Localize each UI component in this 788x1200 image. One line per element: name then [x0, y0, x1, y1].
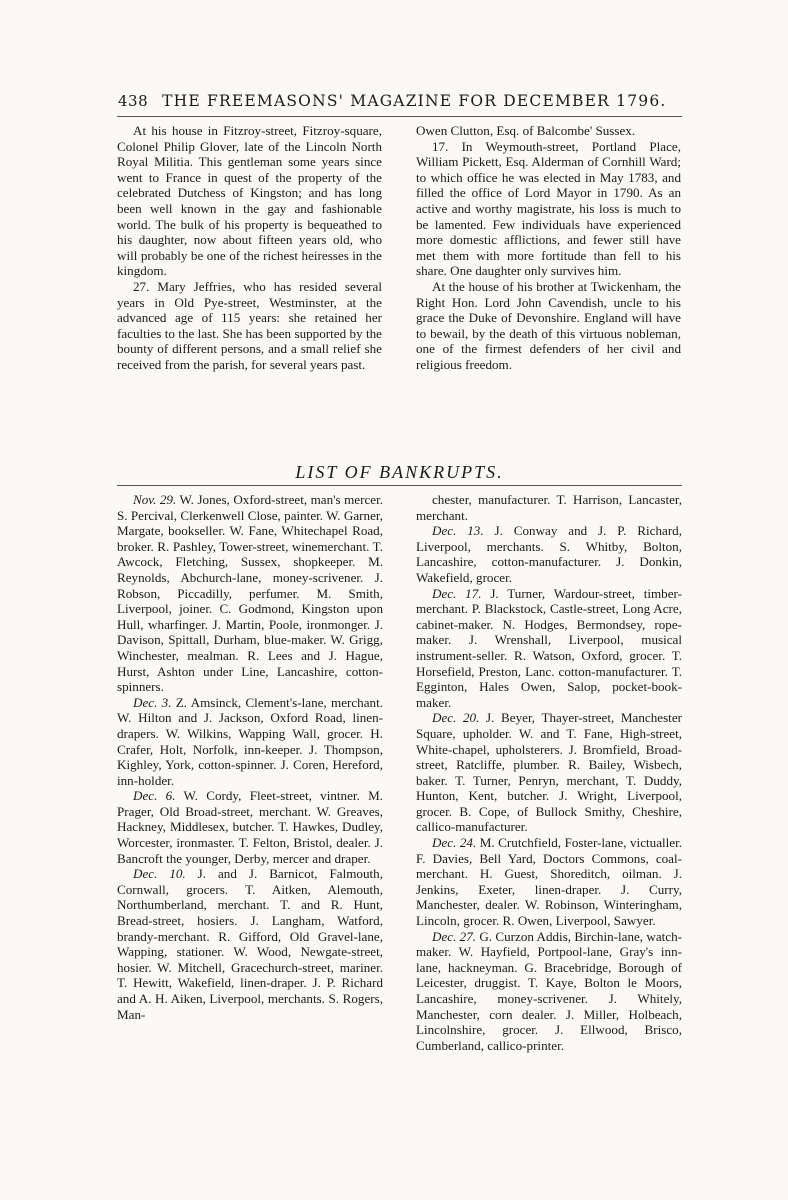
running-header — [118, 92, 682, 110]
section-title: LIST OF BANKRUPTS. — [295, 462, 504, 482]
entry-date: Dec. 3. — [133, 694, 172, 710]
bankrupt-entry — [117, 788, 383, 866]
obituary-paragraph: 17. In Weymouth-street, Portland Place, William Pickett, Esq. Alderman of Cornhill Ward; to which office he was elected in May 1783, and filled the office of Lord Mayor in 1790. As an active and worthy magistrate, his loss is much to be lamented. Few individuals have experienced more domestic afflictions, and fewer still have met them with more fortitude than fell to his share. One daughter only survives him. — [416, 138, 681, 279]
entry-date: Dec. 10. — [133, 866, 186, 882]
section-rule — [117, 485, 682, 486]
bankrupt-entry — [416, 929, 682, 1054]
entry-text: chester, manufacturer. T. Harrison, Lancaster, merchant. — [416, 492, 682, 523]
header-rule — [117, 116, 682, 117]
bankrupt-entry — [416, 586, 682, 711]
entry-text: G. Curzon Addis, Birchin-lane, watch-maker. W. Hayfield, Portpool-lane, Gray's inn-lane, hackneyman. G. Bracebridge, Borough of Leicester, druggist. T. Kaye, Bolton le Moors, Lancashire, money-scrivener. J. Whitely, Manchester, corn dealer. J. Miller, Holbeach, Lincolnshire, grocer. J. Ellwood, Brisco, Cumberland, callico-printer. — [416, 928, 683, 1053]
entry-text: J. Conway and J. P. Richard, Liverpool, merchants. S. Whitby, Bolton, Lancashire, cotton-manufacturer. J. Donkin, Wakefield, grocer. — [416, 523, 683, 585]
obituary-paragraph: 27. Mary Jeffries, who has resided several years in Old Pye-street, Westminster, at the advanced age of 115 years: she retained her faculties to the last. She has been supported by the bounty of different persons, and a small relief she received from the parish, for several years past. — [117, 278, 382, 372]
entry-text: J. Beyer, Thayer-street, Manchester Square, upholder. W. and T. Fane, High-street, White-chapel, upholsterers. J. Bromfield, Broad-street, Ratcliffe, plumber. R. Bailey, Wisbech, baker. T. Turner, Penryn, merchant, T. Duddy, Hunton, Kent, butcher. J. Wright, Liverpool, grocer. B. Cope, of Bullock Smithy, Cheshire, callico-manufacturer. — [416, 710, 682, 835]
bankrupt-entry — [416, 492, 682, 523]
obituary-paragraph: At the house of his brother at Twickenham, the Right Hon. Lord John Cavendish, uncle to his grace the Duke of Devonshire. England will have to bewail, by the death of this virtuous nobleman, one of the firmest defenders of her civil and religious freedom. — [416, 278, 681, 372]
entry-text: W. Cordy, Fleet-street, vintner. M. Prager, Old Broad-street, merchant. W. Greaves, Hackney, Middlesex, butcher. T. Hawkes, Dudley, Worcester, ironmaster. T. Felton, Bristol, dealer. J. Bancroft the younger, Derby, mercer and draper. — [117, 788, 383, 866]
bankrupt-entry — [416, 835, 682, 929]
entry-date: Dec. 6. — [133, 788, 176, 804]
entry-text: J. Turner, Wardour-street, timber-merchant. P. Blackstock, Castle-street, Long Acre, cabinet-maker. N. Hodges, Bermondsey, rope-maker. J. Wrenshall, Liverpool, musical instrument-seller. R. Watson, Oxford, grocer. T. Horsefield, Preston, Lanc. cotton-manufacturer. T. Egginton, Hales Owen, Salop, pocket-book-maker. — [416, 585, 682, 710]
entry-date: Dec. 20. — [432, 710, 480, 726]
entry-text: W. Jones, Oxford-street, man's mercer. S. Percival, Clerkenwell Close, painter. W. Garner, Margate, bookseller. W. Fane, Whitechapel Road, broker. R. Pashley, Tower-street, winemerchant. T. Awcock, Fletching, Sussex, shopkeeper. M. Reynolds, Abchurch-lane, money-scrivener. J. Robson, Piccadilly, perfumer. M. Smith, Liverpool, joiner. C. Godmond, Kingston upon Hull, wharfinger. J. Martin, Poole, ironmonger. J. Davison, Spittall, Durham, blue-maker. W. Grigg, Winchester, mealman. R. Lees and J. Hague, Hurst, Ashton under Line, Lancashire, cotton-spinners. — [117, 492, 383, 695]
entry-date: Dec. 27. — [432, 928, 477, 944]
obituary-column-right — [416, 123, 681, 373]
entry-text: J. and J. Barnicot, Falmouth, Cornwall, grocers. T. Aitken, Alemouth, Northumberland, merchant. T. and R. Hunt, Bread-street, hosiers. J. Langham, Watford, brandy-merchant. R. Gifford, Old Gravel-lane, Wapping, stationer. W. Wood, Newgate-street, hosier. W. Mitchell, Gracechurch-street, mariner. T. Hewitt, Wakefield, linen-draper. J. P. Richard and A. H. Aiken, Liverpool, merchants. S. Rogers, Man- — [117, 866, 383, 1022]
bankrupt-entry — [117, 866, 383, 1022]
entry-text: Z. Amsinck, Clement's-lane, merchant. W. Hilton and J. Jackson, Oxford Road, linen-drapers. W. Wilkins, Wapping Wall, grocer. H. Crafer, Holt, Norfolk, inn-keeper. J. Thompson, Kighley, York, cotton-spinner. J. Coren, Hereford, inn-holder. — [117, 694, 383, 788]
bankrupts-column-right — [416, 492, 682, 1053]
entry-date: Nov. 29. — [133, 492, 177, 507]
bankrupt-entry — [416, 523, 682, 585]
entry-date: Dec. 13. — [432, 523, 484, 539]
bankrupts-column-left — [117, 492, 383, 1022]
entry-text: M. Crutchfield, Foster-lane, victualler. F. Davies, Bell Yard, Doctors Commons, coal-merchant. H. Guest, Shoreditch, oilman. J. Jenkins, Exeter, linen-draper. J. Curry, Manchester, dealer. W. Robinson, Winteringham, Lincoln, grocer. R. Owen, Liverpool, Sawyer. — [416, 835, 682, 929]
entry-date: Dec. 24. — [432, 835, 477, 851]
obituary-paragraph: At his house in Fitzroy-street, Fitzroy-square, Colonel Philip Glover, late of the Lincoln North Royal Militia. This gentleman some years since went to France in quest of the property of the celebrated Dutchess of Kingston; and has long been well known in the gay and fashionable world. The bulk of his property is bequeathed to his daughter, now about fifteen years old, who will probably be one of the richest heiresses in the kingdom. — [117, 123, 382, 279]
bankrupt-entry — [416, 710, 682, 835]
bankrupt-entry — [117, 695, 383, 789]
running-title: THE FREEMASONS' MAGAZINE FOR DECEMBER 1796. — [162, 92, 667, 110]
obituary-column-left — [117, 123, 382, 373]
page-number: 438 — [118, 92, 149, 110]
bankrupt-entry — [117, 492, 383, 695]
obituary-paragraph: Owen Clutton, Esq. of Balcombe' Sussex. — [416, 123, 636, 138]
entry-date: Dec. 17. — [432, 585, 482, 601]
